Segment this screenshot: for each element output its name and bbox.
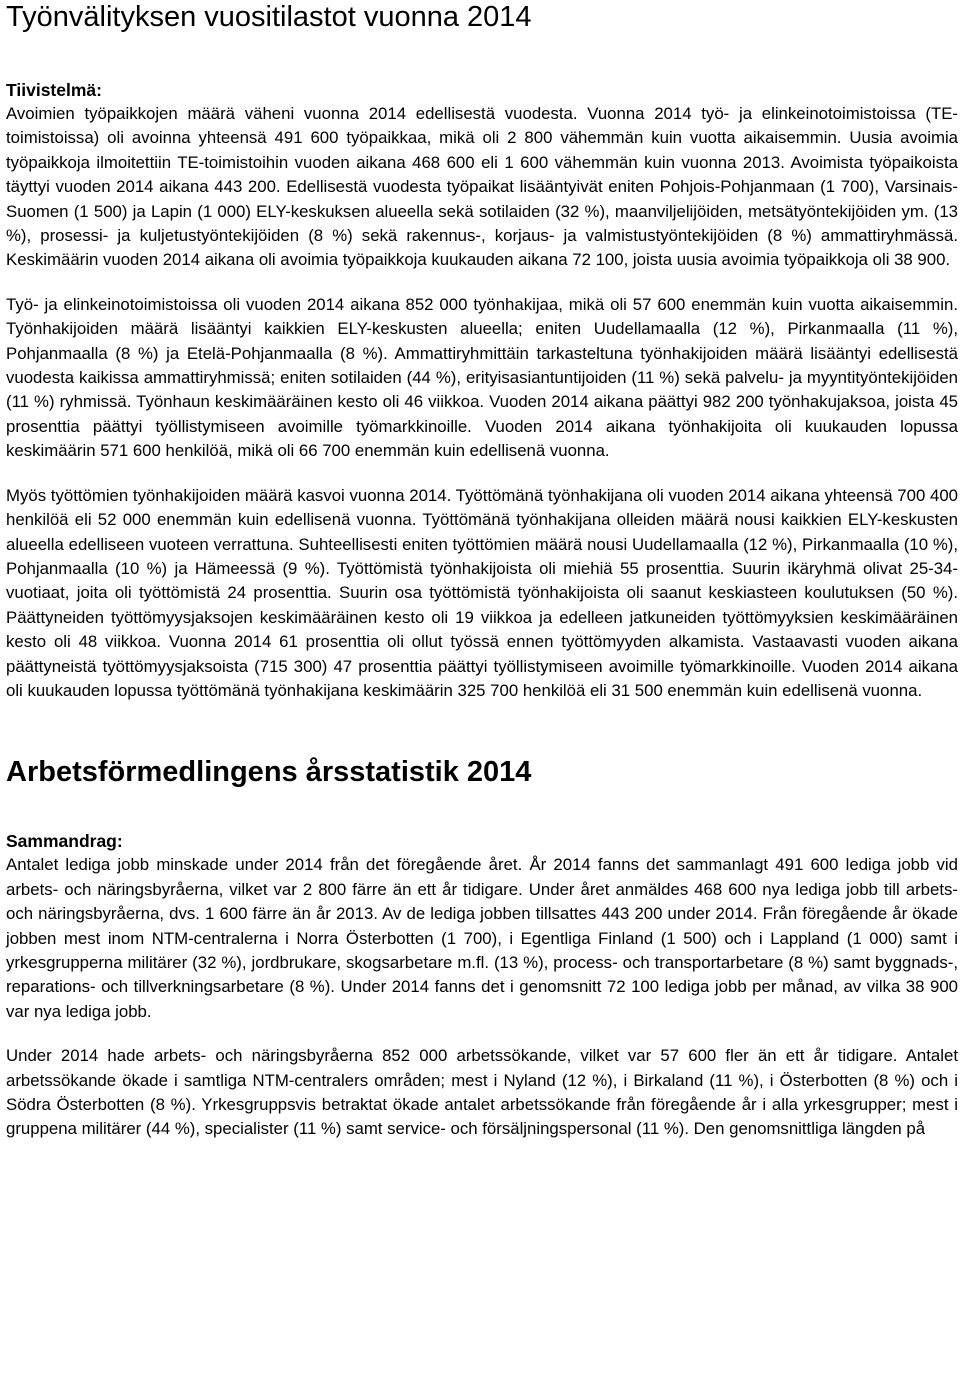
paragraph-sv-2: Under 2014 hade arbets- och näringsbyråerna 852 000 arbetssökande, vilket var 57 600 fler än ett år tidigare. Antalet arbetssökande ökade i samtliga NTM-centralers områden; mest i Nyland (12 %), i Birkaland (11 %), i Österbotten (8 %) och i Södra Österbotten (8 %). Yrkesgruppsvis betraktat ökade antalet arbetssökande från föregående år i alla yrkesgrupper; mest i gruppena militärer (44 %), specialister (11 %) samt service- och försäljningspersonal (11 %). Den genomsnittliga längden på	[6, 1046, 958, 1139]
paragraph-fi-2: Työ- ja elinkeinotoimistoissa oli vuoden 2014 aikana 852 000 työnhakijaa, mikä oli 57 600 enemmän kuin vuotta aikaisemmin. Työnhakijoiden määrä lisääntyi kaikkien ELY-keskusten alueella; eniten Uudellamaalla (12 %), Pirkanmaalla (11 %), Pohjanmaalla (8 %) ja Etelä-Pohjanmaalla (8 %). Ammattiryhmittäin tarkasteltuna työnhakijoiden määrä lisääntyi edellisestä vuodesta kaikissa ammattiryhmissä; eniten sotilaiden (44 %), erityisasiantuntijoiden (11 %) sekä palvelu- ja myyntityöntekijöiden (11 %) ryhmissä. Työnhaun keskimääräinen kesto oli 46 viikkoa. Vuoden 2014 aikana päättyi 982 200 työnhakujaksoa, joista 45 prosenttia päättyi työllistymiseen avoimille työmarkkinoille. Vuoden 2014 aikana työnhakijoita oli kuukauden lopussa keskimäärin 571 600 henkilöä, mikä oli 66 700 enemmän kuin edellisenä vuonna.	[6, 294, 958, 461]
paragraph-fi-1: Avoimien työpaikkojen määrä väheni vuonna 2014 edellisestä vuodesta. Vuonna 2014 työ- ja elinkeinotoimistoissa (TE-toimistoissa) oli avoinna yhteensä 491 600 työpaikkaa, mikä oli 2 800 vähemmän kuin vuotta aikaisemmin. Uusia avoimia työpaikkoja ilmoitettiin TE-toimistoihin vuoden aikana 468 600 eli 1 600 vähemmän kuin vuonna 2013. Avoimista työpaikoista täyttyi vuoden 2014 aikana 443 200. Edellisestä vuodesta työpaikat lisääntyivät eniten Pohjois-Pohjanmaan (1 700), Varsinais-Suomen (1 500) ja Lapin (1 000) ELY-keskuksen alueella sekä sotilaiden (32 %), maanviljelijöiden, metsätyöntekijöiden ym. (13 %), prosessi- ja kuljetustyöntekijöiden (8 %) sekä rakennus-, korjaus- ja valmistustyöntekijöiden (8 %) ammattiryhmässä. Keskimäärin vuoden 2014 aikana oli avoimia työpaikkoja kuukauden aikana 72 100, joista uusia avoimia työpaikkoja oli 38 900.	[6, 104, 958, 270]
summary-heading-swedish: Sammandrag:	[6, 831, 123, 852]
paragraph-sv-1: Antalet lediga jobb minskade under 2014 från det föregående året. År 2014 fanns det sammanlagt 491 600 lediga jobb vid arbets- och näringsbyråerna, vilket var 2 800 färre än ett år tidigare. Under året anmäldes 468 600 nya lediga jobb till arbets- och näringsbyråerna, dvs. 1 600 färre än år 2013. Av de lediga jobben tillsattes 443 200 under 2014. Från föregående år ökade jobben mest inom NTM-centralerna i Norra Österbotten (1 700), i Egentliga Finland (1 500) och i Lappland (1 000) samt i yrkesgrupperna militärer (32 %), jordbrukare, skogsarbetare m.fl. (13 %), process- och transportarbetare (8 %) samt byggnads-, reparations- och tillverkningsarbetare (8 %). Under 2014 fanns det i genomsnitt 72 100 lediga jobb per månad, av vilka 38 900 var nya lediga jobb.	[6, 855, 958, 1021]
paragraph-fi-3: Myös työttömien työnhakijoiden määrä kasvoi vuonna 2014. Työttömänä työnhakijana oli vuoden 2014 aikana yhteensä 700 400 henkilöä eli 52 000 enemmän kuin edellisenä vuonna. Työttömänä työnhakijana olleiden määrä nousi kaikkien ELY-keskusten alueella edelliseen vuoteen verrattuna. Suhteellisesti eniten työttömien määrä nousi Uudellamaalla (12 %), Pirkanmaalla (10 %), Pohjanmaalla (10 %) ja Hämeessä (9 %). Työttömistä työnhakijoista oli miehiä 55 prosenttia. Suurin ikäryhmä olivat 25-34-vuotiaat, joita oli työttömistä 24 prosenttia. Suurin osa työttömistä työnhakijoista oli saanut keskiasteen koulutuksen (50 %). Päättyneiden työttömyysjaksojen keskimääräinen kesto oli 19 viikkoa ja edelleen jatkuneiden työttömyyksien keskimääräinen kesto oli 48 viikkoa. Vuonna 2014 61 prosenttia oli ollut työssä ennen työttömyyden alkamista. Vastaavasti vuoden aikana päättyneistä työttömyysjaksoista (715 300) 47 prosenttia päättyi työllistymiseen avoimille työmarkkinoille. Vuoden 2014 aikana oli kuukauden lopussa työttömänä työnhakijana keskimäärin 325 700 henkilöä eli 31 500 enemmän kuin edellisenä vuonna.	[6, 485, 958, 700]
page-title-finnish: Työnvälityksen vuositilastot vuonna 2014	[6, 1, 532, 33]
page-title-swedish: Arbetsförmedlingens årsstatistik 2014	[6, 756, 532, 789]
summary-heading-finnish: Tiivistelmä:	[6, 80, 102, 100]
